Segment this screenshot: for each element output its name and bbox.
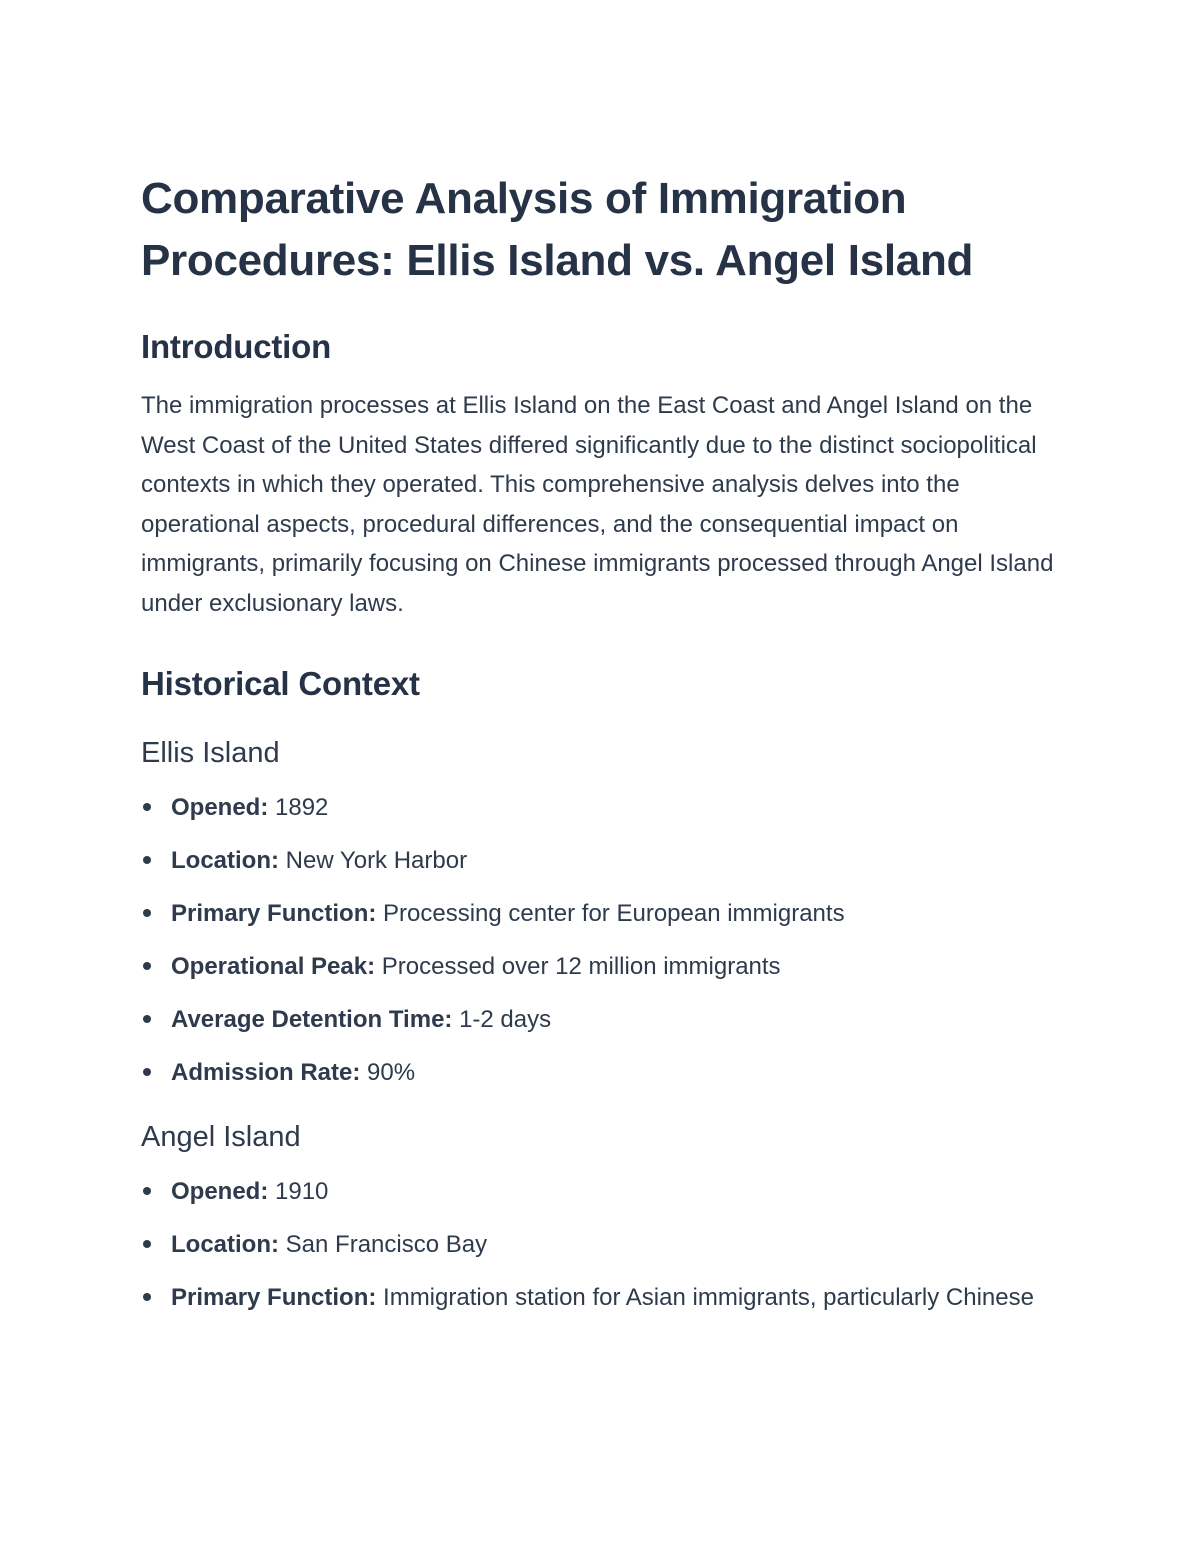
bullet-icon [143, 803, 151, 811]
fact-label: Location: [171, 847, 279, 874]
fact-label: Location: [171, 1230, 279, 1258]
fact-label: Opened: [171, 794, 269, 821]
bullet-icon [143, 1068, 151, 1076]
fact-value: Processed over 12 million immigrants [375, 953, 781, 980]
list-item [141, 947, 1061, 987]
list-item [141, 1000, 1061, 1040]
fact-label: Operational Peak: [171, 953, 376, 980]
fact-value: 1-2 days [452, 1006, 552, 1033]
fact-label: Average Detention Time: [171, 1006, 453, 1033]
angel-island-facts-list [141, 1172, 1061, 1318]
ellis-island-facts-list [141, 788, 1061, 1093]
fact-label: Opened: [171, 1177, 269, 1205]
bullet-icon [143, 962, 151, 970]
fact-value: Processing center for European immigrants [376, 900, 845, 927]
bullet-icon [143, 909, 151, 917]
introduction-paragraph: The immigration processes at Ellis Island on the East Coast and Angel Island on the West Coast of the United States differed significantly due to the distinct sociopolitical contexts in which they operated. This comprehensive analysis delves into the operational aspects, procedural differences, and the consequential impact on immigrants, primarily focusing on Chinese immigrants processed through Angel Island under exclusionary laws. [141, 392, 1054, 617]
bullet-icon [143, 1187, 151, 1195]
fact-value: New York Harbor [279, 847, 468, 874]
fact-label: Primary Function: [171, 1283, 377, 1311]
bullet-icon [143, 856, 151, 864]
list-item [141, 788, 1061, 828]
fact-value: Immigration station for Asian immigrants, particularly Chinese [376, 1283, 1034, 1311]
list-item [141, 1172, 1061, 1212]
list-item [141, 1225, 1061, 1265]
bullet-icon [143, 1293, 151, 1301]
document-title: Comparative Analysis of Immigration Procedures: Ellis Island vs. Angel Island [141, 174, 974, 285]
document-page [141, 168, 1061, 1331]
bullet-icon [143, 1015, 151, 1023]
list-item [141, 1053, 1061, 1093]
fact-label: Primary Function: [171, 900, 377, 927]
list-item [141, 894, 1061, 934]
fact-value: San Francisco Bay [279, 1230, 488, 1258]
historical-context-heading: Historical Context [141, 665, 420, 702]
ellis-island-subheading: Ellis Island [141, 737, 280, 769]
angel-island-subheading: Angel Island [141, 1120, 301, 1153]
bullet-icon [143, 1240, 151, 1248]
list-item [141, 841, 1061, 881]
introduction-heading: Introduction [141, 328, 332, 365]
fact-label: Admission Rate: [171, 1059, 361, 1086]
list-item [141, 1278, 1061, 1318]
fact-value: 1892 [268, 794, 329, 821]
fact-value: 90% [360, 1059, 416, 1086]
fact-value: 1910 [268, 1177, 329, 1205]
